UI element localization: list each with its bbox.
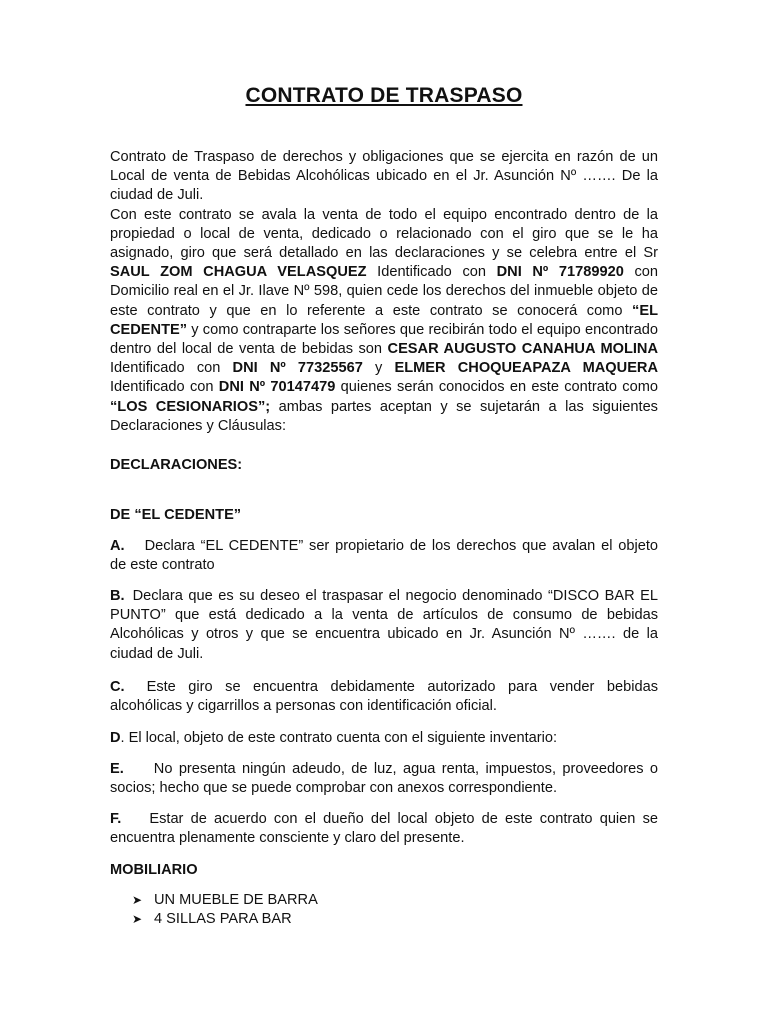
list-item-text: 4 SILLAS PARA BAR — [154, 911, 292, 927]
list-item-text: UN MUEBLE DE BARRA — [154, 892, 318, 908]
item-text: . El local, objeto de este contrato cuenta con el siguiente inventario: — [120, 730, 558, 746]
declaration-item-e — [110, 760, 658, 798]
intro-section — [110, 148, 658, 436]
item-letter: D — [110, 730, 121, 746]
party-dni-cesionario-1: DNI Nº 77325567 — [232, 360, 363, 377]
cedente-term: “EL CEDENTE” — [110, 302, 658, 338]
declaration-item-d — [110, 729, 658, 748]
declaraciones-heading: DECLARACIONES: — [110, 457, 243, 473]
intro-text: con Domicilio real en el Jr. Ilave Nº 598, quien cede los derechos del inmueble objeto de este contrato y que en lo referente a este contrato se conocerá como — [110, 264, 658, 319]
item-text: No presenta ningún adeudo, de luz, agua renta, impuestos, proveedores o socios; hecho que se puede comprobar con anexos correspondiente. — [110, 761, 658, 797]
party-dni-cedente: DNI Nº 71789920 — [496, 264, 624, 281]
item-letter: E. — [110, 761, 124, 777]
item-letter: B. — [110, 588, 125, 604]
intro-text: Identificado con — [110, 379, 219, 396]
intro-paragraph-1: Contrato de Traspaso de derechos y obligaciones que se ejercita en razón de un Local de venta de Bebidas Alcohólicas ubicado en el Jr. Asunción Nº ……. De la ciudad de Juli. — [110, 149, 658, 204]
intro-text: Identificado con — [366, 264, 497, 281]
intro-text: quienes serán conocidos en este contrato como — [335, 379, 658, 396]
intro-text: Con este contrato se avala la venta de todo el equipo encontrado dentro de la propiedad o local de venta, dedicado o relacionado con el giro que se le ha asignado, giro que será detallado en las declaraciones y se celebra entre el Sr — [110, 206, 658, 262]
item-letter: A. — [110, 538, 125, 554]
party-name-cesionario-2: ELMER CHOQUEAPAZA MAQUERA — [394, 360, 659, 377]
mobiliario-list — [132, 891, 318, 929]
mobiliario-heading: MOBILIARIO — [110, 862, 198, 878]
intro-paragraph-2 — [110, 206, 658, 436]
party-dni-cesionario-2: DNI Nº 70147479 — [218, 379, 336, 396]
document-title: CONTRATO DE TRASPASO — [245, 84, 523, 107]
list-item — [132, 910, 318, 929]
item-text: Declara que es su deseo el traspasar el negocio denominado “DISCO BAR EL PUNTO” que está dedicado a la venta de artículos de consumo de bebidas Alcohólicas y otros y que se encuentra ubicado en Jr. Asunción Nº ……. de la ciudad de Juli. — [110, 588, 658, 662]
intro-text: y como contraparte los señores que recibirán todo el equipo encontrado dentro del local de venta de bebidas son — [110, 321, 658, 358]
item-text: Estar de acuerdo con el dueño del local objeto de este contrato quien se encuentra plenamente consciente y claro del presente. — [110, 811, 658, 847]
intro-text: ambas partes aceptan y se sujetarán a las siguientes Declaraciones y Cláusulas: — [110, 398, 658, 434]
item-letter: C. — [110, 679, 125, 695]
declaration-item-b — [110, 587, 658, 664]
item-text: Declara “EL CEDENTE” ser propietario de los derechos que avalan el objeto de este contrato — [110, 538, 658, 574]
arrow-bullet-icon: ➤ — [132, 912, 143, 926]
arrow-bullet-icon: ➤ — [132, 893, 143, 907]
item-text: Este giro se encuentra debidamente autorizado para vender bebidas alcohólicas y cigarrillos a personas con identificación oficial. — [110, 679, 658, 715]
intro-text: y — [362, 360, 395, 377]
intro-text: Identificado con — [110, 360, 233, 377]
declaration-item-a — [110, 537, 658, 575]
cesionarios-term: “LOS CESIONARIOS”; — [110, 398, 271, 415]
party-name-cedente: SAUL ZOM CHAGUA VELASQUEZ — [110, 264, 367, 281]
item-letter: F. — [110, 811, 122, 827]
list-item — [132, 891, 318, 910]
declaration-item-f — [110, 810, 658, 848]
party-name-cesionario-1: CESAR AUGUSTO CANAHUA MOLINA — [387, 341, 659, 358]
cedente-heading: DE “EL CEDENTE” — [110, 507, 242, 523]
declaration-item-c — [110, 678, 658, 716]
